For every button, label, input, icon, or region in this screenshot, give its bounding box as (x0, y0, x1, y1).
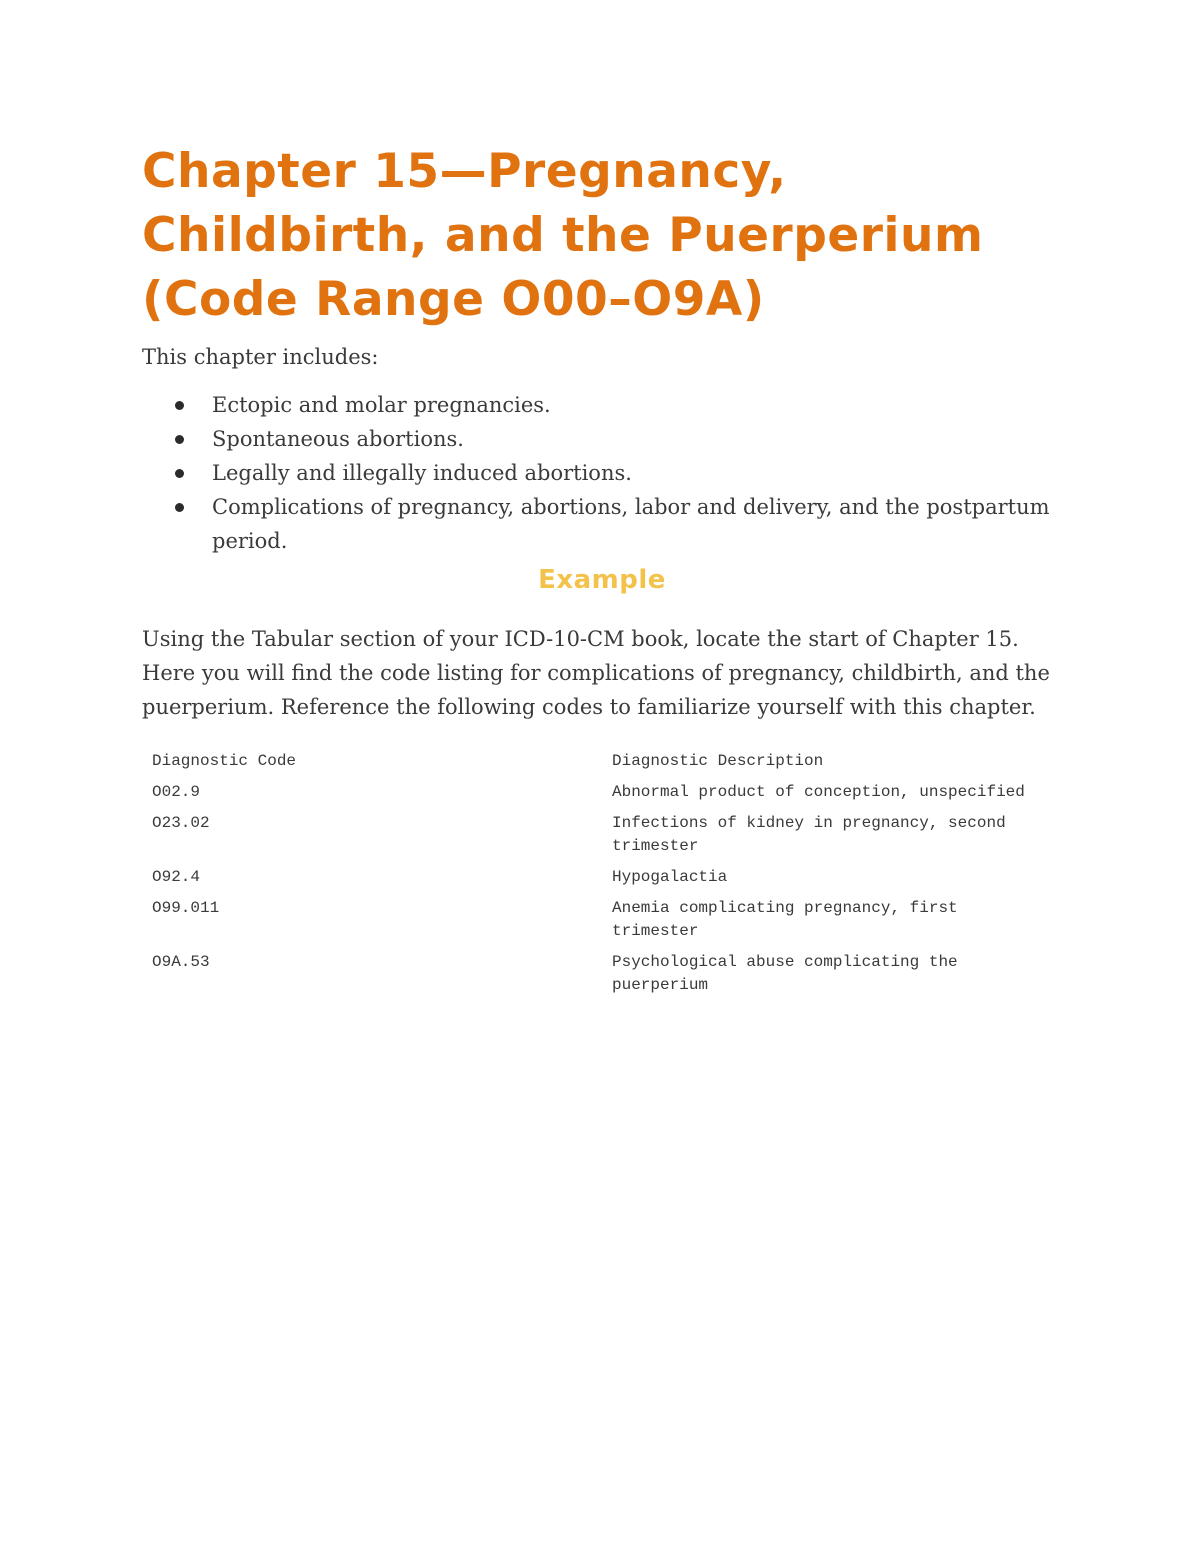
description-cell: Abnormal product of conception, unspecified (612, 783, 1025, 801)
topic-list (142, 388, 1062, 558)
code-cell: O99.011 (152, 899, 220, 917)
code-cell: O02.9 (152, 783, 201, 801)
code-cell: O9A.53 (152, 953, 210, 971)
chapter-title: Chapter 15—Pregnancy, Childbirth, and the Puerperium (Code Range O00–O9A) (142, 144, 984, 327)
table-row (142, 947, 1042, 1001)
instruction-paragraph: Using the Tabular section of your ICD-10-CM book, locate the start of Chapter 15. Here you will find the code listing for complications of pregnancy, childbirth, and the puerperium. Reference the following codes to familiarize yourself with this chapter. (142, 627, 1050, 719)
description-cell: Anemia complicating pregnancy, first trimester (612, 899, 958, 940)
description-cell: Hypogalactia (612, 868, 728, 886)
document-page (142, 140, 1062, 1001)
intro-text: This chapter includes: (142, 345, 379, 369)
example-heading: Example (538, 565, 666, 595)
list-item (142, 490, 1062, 558)
list-item (142, 422, 1062, 456)
list-item-text: Ectopic and molar pregnancies. (212, 393, 551, 417)
list-item-text: Complications of pregnancy, abortions, labor and delivery, and the postpartum period. (212, 495, 1050, 553)
bullet-dot-icon (175, 469, 184, 478)
diagnostic-code-table (142, 746, 1042, 1001)
table-row (142, 808, 1042, 862)
list-item-text: Spontaneous abortions. (212, 427, 464, 451)
header-code: Diagnostic Code (152, 752, 297, 770)
list-item (142, 388, 1062, 422)
header-description: Diagnostic Description (612, 752, 824, 770)
bullet-dot-icon (175, 503, 184, 512)
description-cell: Infections of kidney in pregnancy, second trimester (612, 814, 1006, 855)
code-cell: O23.02 (152, 814, 210, 832)
list-item (142, 456, 1062, 490)
bullet-dot-icon (175, 435, 184, 444)
bullet-dot-icon (175, 401, 184, 410)
list-item-text: Legally and illegally induced abortions. (212, 461, 632, 485)
table-row (142, 893, 1042, 947)
code-cell: O92.4 (152, 868, 201, 886)
description-cell: Psychological abuse complicating the puerperium (612, 953, 958, 994)
table-row (142, 862, 1042, 893)
table-header-row (142, 746, 1042, 777)
table-row (142, 777, 1042, 808)
